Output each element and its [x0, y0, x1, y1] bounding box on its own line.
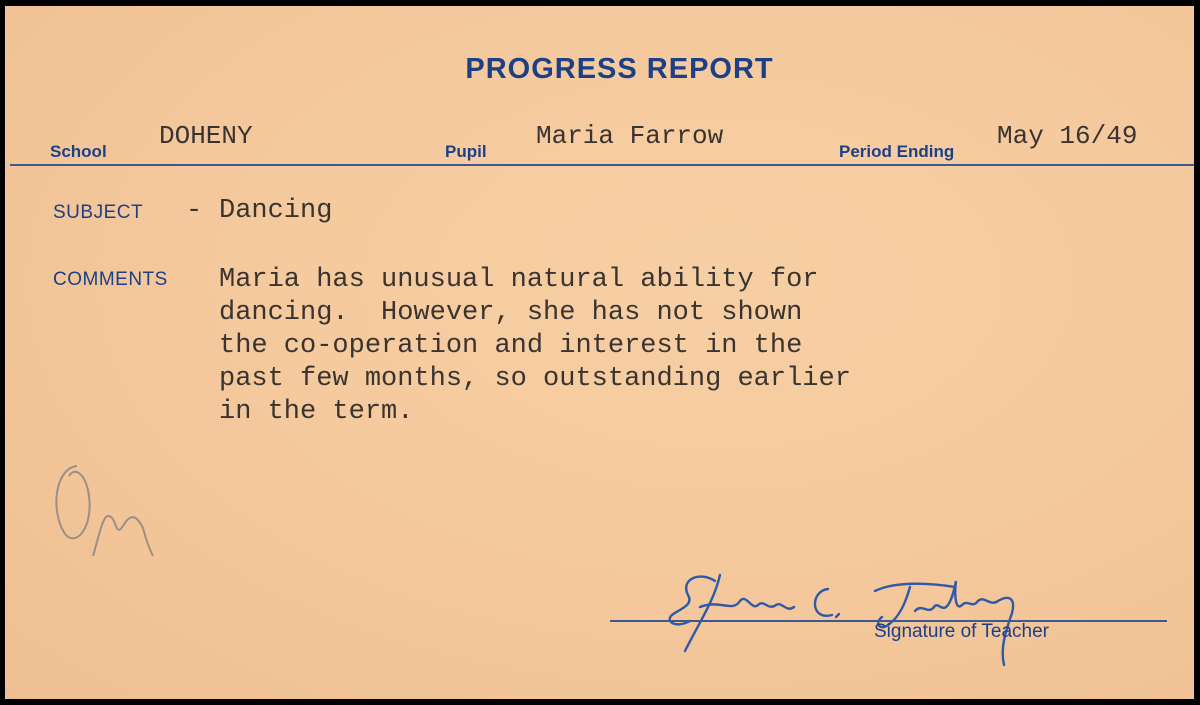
header-rule — [10, 164, 1194, 166]
school-label: School — [50, 142, 107, 161]
report-title: PROGRESS REPORT — [465, 53, 774, 85]
comments-label: COMMENTS — [53, 269, 168, 290]
comment-line: Maria has unusual natural ability for — [219, 265, 819, 295]
comment-line: the co-operation and interest in the — [219, 331, 803, 361]
signature-label: Signature of Teacher — [874, 621, 1049, 642]
comments-text — [219, 264, 851, 429]
subject-label: SUBJECT — [53, 202, 144, 223]
period-ending-value: May 16/49 — [997, 121, 1138, 151]
subject-dash: - — [186, 196, 203, 226]
period-ending-label: Period Ending — [839, 142, 955, 161]
subject-value: Dancing — [219, 196, 333, 226]
progress-report-card — [5, 6, 1194, 699]
comment-line: dancing. However, she has not shown — [219, 298, 803, 328]
school-value: DOHENY — [159, 121, 253, 151]
comment-line: past few months, so outstanding earlier — [219, 364, 851, 394]
teacher-signature-graphic — [660, 561, 1080, 671]
pupil-value: Maria Farrow — [536, 121, 724, 151]
pencil-mark-graphic — [45, 456, 165, 576]
comment-line: in the term. — [219, 397, 414, 427]
pupil-label: Pupil — [445, 142, 487, 161]
